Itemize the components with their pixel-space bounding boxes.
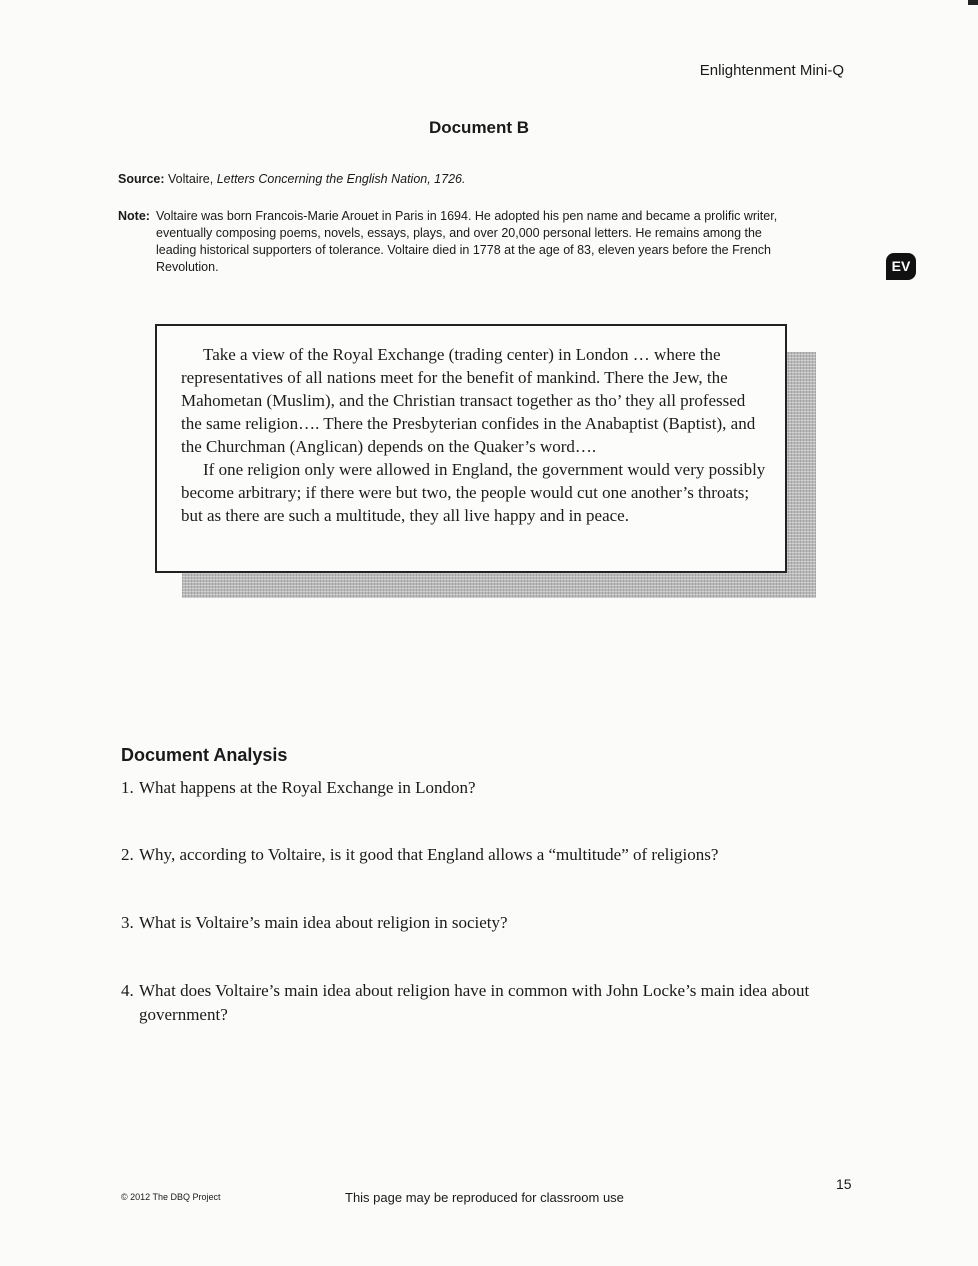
running-header: Enlightenment Mini-Q [699, 62, 844, 79]
quote-box [155, 324, 787, 573]
question-1 [121, 776, 861, 800]
source-line [118, 172, 465, 186]
quote-paragraph: If one religion only were allowed in England, the government would very possibly become arbitrary; if there were but two, the people would cut one another’s throats; but as there are such a multitude, they all live happy and in peace. [181, 460, 766, 525]
copyright-notice: © 2012 The DBQ Project [121, 1192, 221, 1202]
source-work: Letters Concerning the English Nation, 1726. [216, 172, 466, 186]
question-number: 2. [121, 845, 134, 864]
analysis-heading: Document Analysis [121, 745, 288, 765]
quote-text [181, 343, 769, 527]
page-edge-mark [968, 0, 978, 5]
question-number: 4. [121, 981, 134, 1000]
quote-paragraph: Take a view of the Royal Exchange (trading center) in London … where the representatives of all nations meet for the benefit of mankind. There the Jew, the Mahometan (Muslim), and the Christian transact together as tho’ they all professed the same religion…. There the Presbyterian confides in the Anabaptist (Baptist), and the Churchman (Anglican) depends on the Quaker’s word…. [181, 345, 756, 456]
question-text: What happens at the Royal Exchange in London? [139, 778, 476, 797]
source-author: Voltaire, [168, 172, 214, 186]
question-number: 1. [121, 778, 134, 797]
source-label: Source: [118, 172, 165, 186]
question-text: What does Voltaire’s main idea about religion have in common with John Locke’s main idea about government? [139, 981, 810, 1024]
note-text: Voltaire was born Francois-Marie Arouet in Paris in 1694. He adopted his pen name and became a prolific writer, eventually composing poems, novels, essays, plays, and over 20,000 personal letters. He remains among the leading historical supporters of tolerance. Voltaire died in 1778 at the age of 83, eleven years before the French Revolution. [156, 209, 778, 274]
question-3 [121, 911, 861, 935]
question-2 [121, 843, 861, 867]
question-text: What is Voltaire’s main idea about religion in society? [139, 913, 508, 932]
page-number: 15 [836, 1176, 852, 1192]
question-4 [121, 979, 861, 1027]
document-title: Document B [428, 118, 530, 137]
reproduction-notice: This page may be reproduced for classroom use [345, 1190, 624, 1205]
question-text: Why, according to Voltaire, is it good that England allows a “multitude” of religions? [139, 845, 719, 864]
question-number: 3. [121, 913, 134, 932]
note-label: Note: [118, 209, 150, 223]
ev-badge: EV [886, 253, 916, 280]
note-block [118, 208, 798, 276]
